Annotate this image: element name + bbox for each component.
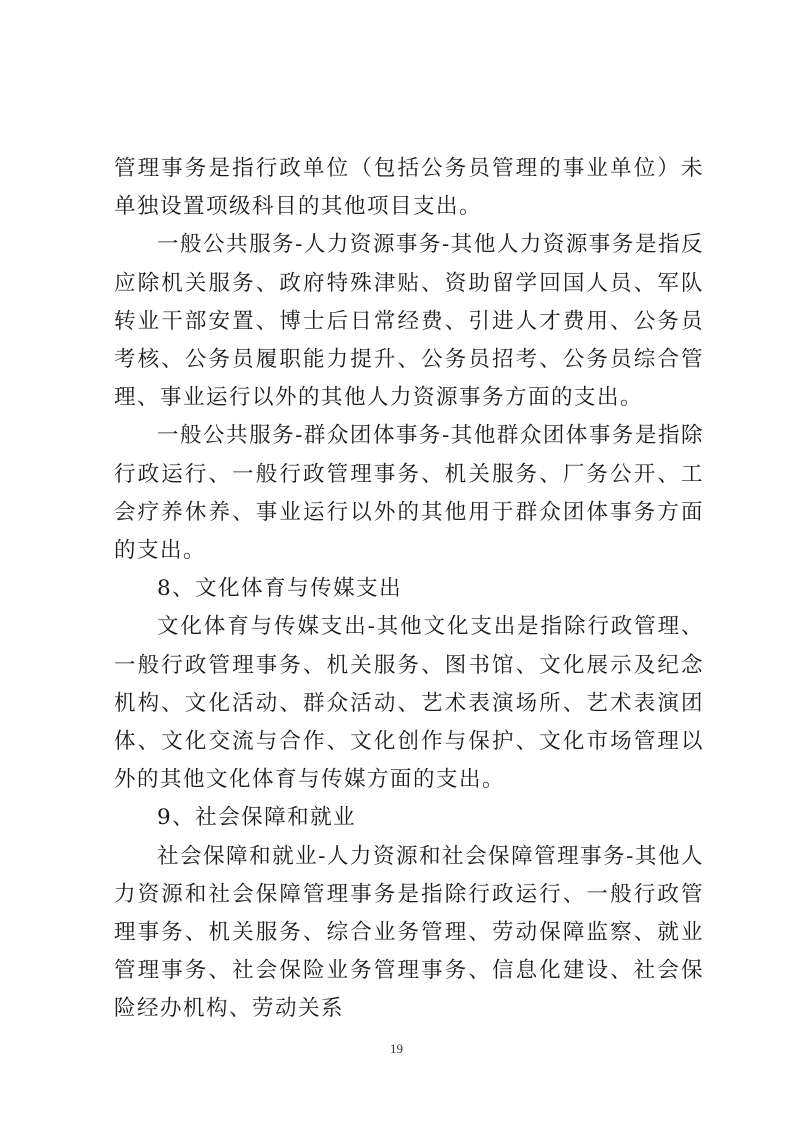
paragraph-culture-expenditure: 文化体育与传媒支出-其他文化支出是指除行政管理、一般行政管理事务、机关服务、图书馆、文化展示及纪念机构、文化活动、群众活动、艺术表演场所、艺术表演团体、文化交流与合作、文化创作与保护、文化市场管理以外的其他文化体育与传媒方面的支出。 [114,614,704,793]
paragraph-human-resources: 一般公共服务-人力资源事务-其他人力资源事务是指反应除机关服务、政府特殊津贴、资助留学回国人员、军队转业干部安置、博士后日常经费、引进人才费用、公务员考核、公务员履职能力提升、公务员招考、公务员综合管理、事业运行以外的其他人力资源事务方面的支出。 [114,232,704,411]
paragraph-mass-organizations: 一般公共服务-群众团体事务-其他群众团体事务是指除行政运行、一般行政管理事务、机关服务、厂务公开、工会疗养休养、事业运行以外的其他用于群众团体事务方面的支出。 [114,423,704,564]
section-heading-social-security: 9、社会保障和就业 [157,805,357,831]
paragraph-social-security: 社会保障和就业-人力资源和社会保障管理事务-其他人力资源和社会保障管理事务是指除行政运行、一般行政管理事务、机关服务、综合业务管理、劳动保障监察、就业管理事务、社会保险业务管理事务、信息化建设、社会保险经办机构、劳动关系 [114,843,704,1022]
paragraph-continuation: 管理事务是指行政单位（包括公务员管理的事业单位）未单独设置项级科目的其他项目支出。 [114,156,704,220]
section-heading-culture: 8、文化体育与传媒支出 [157,576,403,602]
document-body [114,150,704,1029]
page-number: 19 [390,1041,403,1056]
